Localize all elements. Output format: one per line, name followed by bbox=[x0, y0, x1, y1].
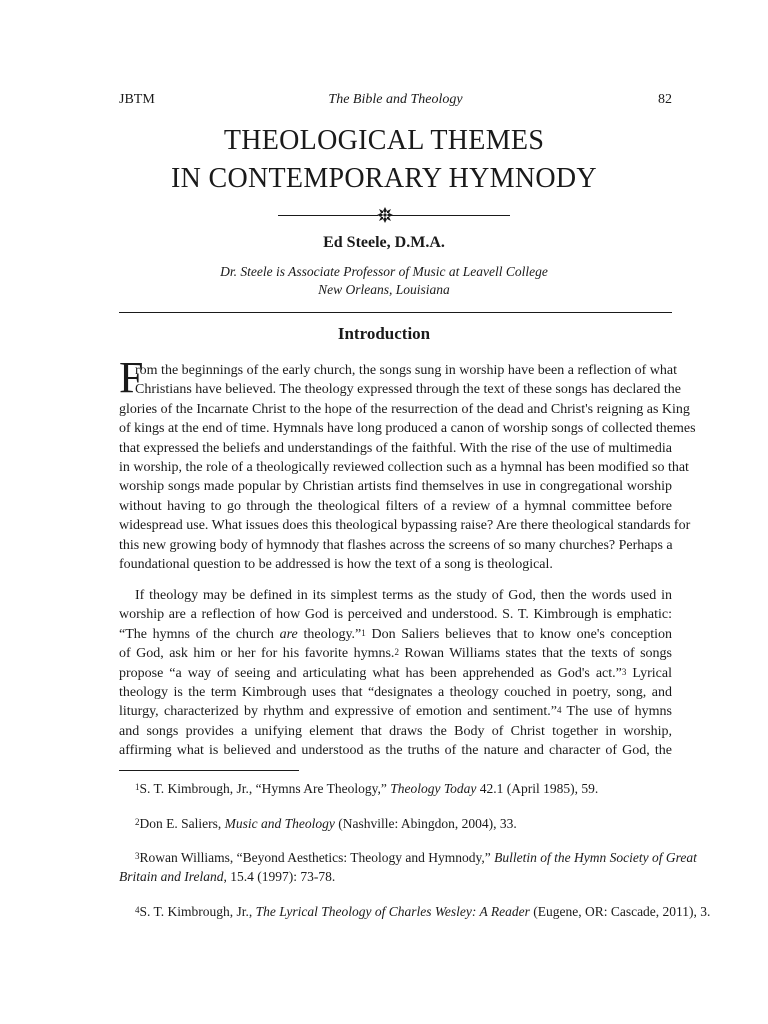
paragraph-line: rom the beginnings of the early church, the songs sung in worship have been a reflection of what bbox=[135, 363, 677, 378]
paragraph-line: affirming what is believed and understood as the truths of the nature and character of God, the bbox=[119, 743, 672, 759]
author-affiliation bbox=[0, 263, 768, 299]
ornament-rule-left bbox=[278, 215, 378, 216]
title-line-1: THEOLOGICAL THEMES bbox=[223, 125, 545, 156]
text-run: Don E. Saliers, bbox=[139, 816, 225, 831]
paragraph-line: that expressed the beliefs and understandings of the faithful. With the rise of the use of multimedia bbox=[119, 440, 672, 456]
emphasis: are bbox=[279, 626, 298, 642]
paragraph-line bbox=[119, 625, 672, 644]
paragraph-line: of kings at the end of time. Hymnals have long produced a canon of worship songs of collected themes bbox=[119, 421, 696, 437]
footnote-4 bbox=[119, 902, 711, 921]
emphasis: The Lyrical Theology of Charles Wesley: A Reader bbox=[255, 904, 530, 919]
footnote-3 bbox=[119, 848, 697, 886]
text-run: (Eugene, OR: Cascade, 2011), 3. bbox=[529, 904, 711, 919]
footnote-number: 2 bbox=[135, 817, 140, 827]
text-run: theology.” bbox=[297, 626, 362, 642]
text-run: “The hymns of the church bbox=[119, 626, 280, 642]
paragraph-line: worship are a reflection of how God is perceived and understood. S. T. Kimbrough is emphatic: bbox=[119, 607, 672, 623]
paragraph-line: glories of the Incarnate Christ to the hope of the resurrection of the dead and Christ's reigning as King bbox=[119, 401, 690, 417]
footnote-number: 4 bbox=[135, 905, 140, 915]
running-head bbox=[119, 90, 672, 110]
footnote-ref[interactable]: 4 bbox=[556, 705, 562, 716]
footnote-line bbox=[119, 848, 697, 867]
paragraph-line: worship songs made popular by Christian artists find themselves in use in congregational worship bbox=[119, 479, 672, 495]
ornament-rule-right bbox=[390, 215, 510, 216]
text-run: Rowan Williams, “Beyond Aesthetics: Theology and Hymnody,” bbox=[139, 850, 495, 865]
drop-cap: F bbox=[119, 353, 144, 402]
text-run: S. T. Kimbrough, Jr., bbox=[139, 904, 256, 919]
section-heading: Introduction bbox=[337, 324, 431, 343]
title-ornament bbox=[0, 206, 768, 224]
paragraph-2 bbox=[119, 586, 672, 761]
footnote-number: 3 bbox=[135, 851, 140, 861]
paragraph-line: this new growing body of hymnody that flashes across the screens of so many churches? Perhaps a bbox=[119, 537, 673, 553]
footnote-line bbox=[119, 867, 672, 886]
text-run: Lyrical bbox=[626, 665, 672, 681]
footnote-number: 1 bbox=[135, 782, 140, 792]
text-run: 42.1 (April 1985), 59. bbox=[476, 781, 599, 796]
footnote-rule bbox=[119, 770, 299, 771]
paragraph-line bbox=[119, 644, 672, 663]
paragraph-line: widespread use. What issues does this theological bypassing raise? Are there theological standards for bbox=[119, 518, 691, 534]
emphasis: Music and Theology bbox=[224, 816, 335, 831]
text-run: (Nashville: Abingdon, 2004), 33. bbox=[334, 816, 517, 831]
paragraph-line: theology is the term Kimbrough uses that “designates a theology couched in poetry, song, and bbox=[119, 684, 672, 700]
footnote-line bbox=[119, 814, 672, 833]
paragraph-line: without having to go through the theological filters of a review of a hymnal committee before bbox=[119, 498, 672, 514]
paragraph-line bbox=[119, 702, 672, 721]
emphasis: Bulletin of the Hymn Society of Great bbox=[494, 850, 697, 865]
paragraph-line: If theology may be defined in its simplest terms as the study of God, then the words used in bbox=[135, 588, 672, 603]
journal-abbrev: JBTM bbox=[119, 92, 155, 107]
footnote-line bbox=[119, 779, 672, 798]
author-name: Ed Steele, D.M.A. bbox=[323, 234, 445, 251]
section-title: The Bible and Theology bbox=[328, 92, 463, 107]
paragraph-line bbox=[119, 664, 672, 683]
text-run: , 15.4 (1997): 73-78. bbox=[223, 869, 336, 884]
paragraph-line: and songs provides a unifying element that draws the Body of Christ together in worship, bbox=[119, 723, 672, 739]
footnote-ref[interactable]: 2 bbox=[394, 647, 399, 658]
text-run: propose “a way of seeing and articulating what has been apprehended as God's act.” bbox=[119, 665, 622, 681]
paragraph-line: foundational question to be addressed is how the text of a song is theological. bbox=[119, 556, 553, 572]
text-run: The use of hymns bbox=[561, 704, 672, 720]
affiliation-line-2: New Orleans, Louisiana bbox=[318, 282, 450, 297]
page-number: 82 bbox=[658, 92, 672, 107]
paragraph-line: in worship, the role of a theologically reviewed collection such as a hymnal has been modified so that bbox=[119, 459, 689, 475]
footnote-ref[interactable]: 1 bbox=[361, 627, 366, 638]
text-run: liturgy, characterized by rhythm and expressive of emotion and sentiment.” bbox=[119, 704, 557, 720]
header-rule bbox=[119, 312, 672, 313]
title-line-2: IN CONTEMPORARY HYMNODY bbox=[171, 163, 597, 194]
text-run: S. T. Kimbrough, Jr., “Hymns Are Theology,” bbox=[139, 781, 391, 796]
affiliation-line-1: Dr. Steele is Associate Professor of Music at Leavell College bbox=[220, 264, 548, 279]
emphasis: Theology Today bbox=[390, 781, 477, 796]
text-run: of God, ask him or her for his favorite hymns. bbox=[119, 646, 395, 662]
emphasis: Britain and Ireland bbox=[119, 869, 224, 884]
text-run: Rowan Williams states that the texts of songs bbox=[398, 646, 672, 662]
footnote-line bbox=[119, 902, 711, 921]
text-run: Don Saliers believes that to know one's conception bbox=[365, 626, 672, 642]
article-title bbox=[0, 122, 768, 198]
paragraph-line: Christians have believed. The theology expressed through the text of these songs has declared the bbox=[135, 382, 681, 398]
footnote-2 bbox=[119, 814, 672, 833]
footnote-1 bbox=[119, 779, 672, 798]
paragraph-1 bbox=[119, 361, 696, 574]
footnote-ref[interactable]: 3 bbox=[621, 666, 627, 677]
